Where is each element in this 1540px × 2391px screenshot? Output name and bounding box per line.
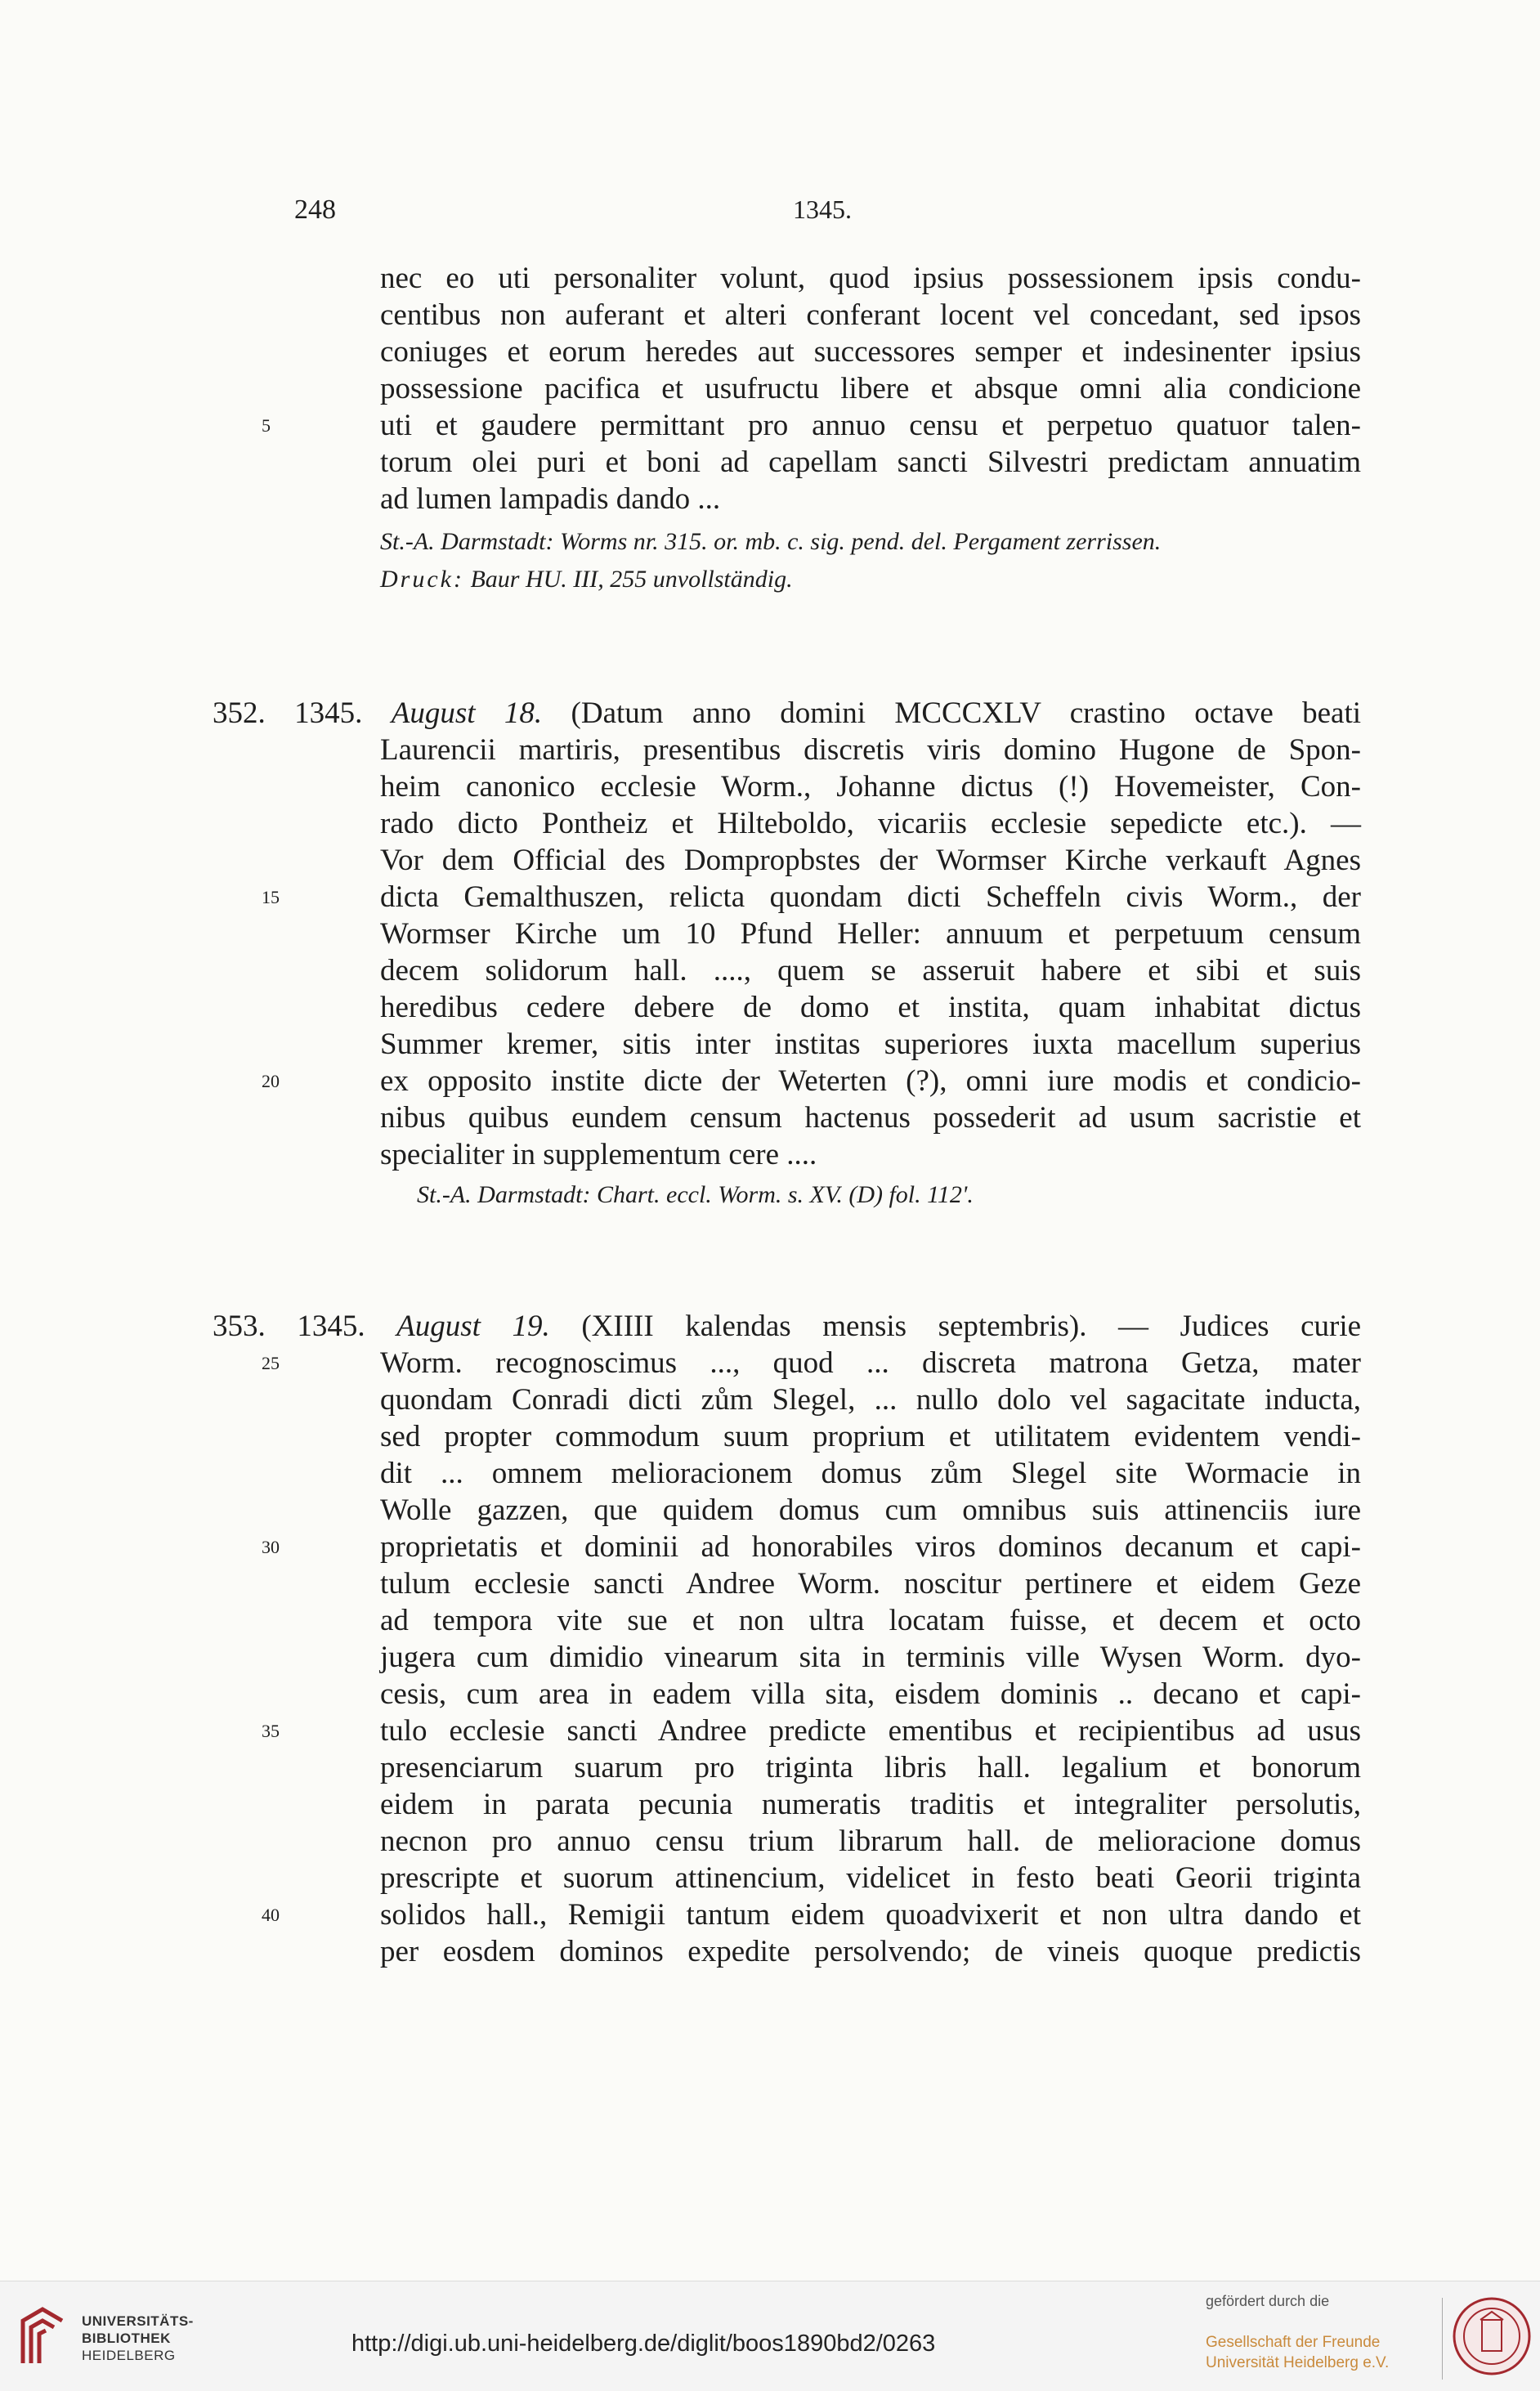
text-line <box>163 879 1361 916</box>
text-line <box>163 916 1361 952</box>
entry-line-text: (Datum anno domini MCCCXLV crastino octave beati <box>571 696 1362 730</box>
line-text: nec eo uti personaliter volunt, quod ipsius possessionem ipsis condu- <box>380 262 1361 295</box>
line-text: dit ... omnem melioracionem domus zům Slegel site Wormacie in <box>380 1457 1361 1490</box>
page-number: 248 <box>294 195 336 225</box>
line-text: heim canonico ecclesie Worm., Johanne dictus (!) Hovemeister, Con- <box>380 770 1361 804</box>
text-line <box>163 1786 1361 1823</box>
text-line <box>163 805 1361 842</box>
line-text: coniuges et eorum heredes aut successores semper et indesinenter ipsius <box>380 335 1361 369</box>
line-text: eidem in parata pecunia numeratis traditis et integraliter persolutis, <box>380 1788 1361 1821</box>
entry-353 <box>163 1308 1390 1970</box>
entry-heading-line <box>163 695 1361 732</box>
entry-body <box>163 732 1390 1173</box>
text-line <box>163 1099 1361 1136</box>
text-line <box>163 1063 1361 1099</box>
text-block-continuation <box>163 260 1390 517</box>
line-number: 5 <box>262 415 271 436</box>
text-line <box>163 1345 1361 1381</box>
text-line <box>163 1896 1361 1933</box>
text-line <box>163 1492 1361 1529</box>
line-text: Laurencii martiris, presentibus discretis viris domino Hugone de Spon- <box>380 733 1361 767</box>
line-text: ad lumen lampadis dando ... <box>380 482 721 516</box>
line-text: nibus quibus eundem censum hactenus possederit ad usum sacristie et <box>380 1101 1361 1135</box>
text-line <box>163 1749 1361 1786</box>
text-line <box>163 1860 1361 1896</box>
line-text: Summer kremer, sitis inter institas superiores iuxta macellum superius <box>380 1028 1361 1061</box>
line-text: tulo ecclesie sancti Andree predicte ementibus et recipientibus ad usus <box>380 1714 1361 1748</box>
viewer-footer <box>0 2281 1540 2391</box>
line-text: sed propter commodum suum proprium et utilitatem evidentem vendi- <box>380 1420 1361 1453</box>
line-text: solidos hall., Remigii tantum eidem quoadvixerit et non ultra dando et <box>380 1898 1361 1932</box>
print-line <box>163 561 1390 598</box>
print-label: Druck: <box>380 566 464 593</box>
line-text: per eosdem dominos expedite persolvendo; de vineis quoque predictis <box>380 1935 1361 1968</box>
print-text: Baur HU. III, 255 unvollständig. <box>470 566 793 593</box>
text-line <box>163 444 1361 481</box>
line-number: 40 <box>262 1905 280 1925</box>
line-text: Wormser Kirche um 10 Pfund Heller: annuum et perpetuum censum <box>380 917 1361 951</box>
text-line <box>163 370 1361 407</box>
line-text: decem solidorum hall. ...., quem se asseruit habere et sibi et suis <box>380 954 1361 987</box>
text-line <box>163 334 1361 370</box>
permalink-url[interactable]: http://digi.ub.uni-heidelberg.de/diglit/boos1890bd2/0263 <box>351 2331 936 2357</box>
text-line <box>163 1602 1361 1639</box>
text-line <box>163 1676 1361 1713</box>
footer-divider <box>1442 2298 1443 2380</box>
text-line <box>163 1565 1361 1602</box>
line-text: heredibus cedere debere de domo et instita, quam inhabitat dictus <box>380 991 1361 1024</box>
line-number: 15 <box>262 887 280 907</box>
page-title: 1345. <box>793 195 852 224</box>
funded-by-label: gefördert durch die <box>1206 2293 1330 2309</box>
text-line <box>163 1529 1361 1565</box>
entry-line-text: (XIIII kalendas mensis septembris). — Judices curie <box>581 1310 1362 1343</box>
line-text: tulum ecclesie sancti Andree Worm. noscitur pertinere et eidem Geze <box>380 1567 1361 1601</box>
text-line <box>163 260 1361 297</box>
text-line <box>163 407 1361 444</box>
text-line <box>163 1933 1361 1970</box>
text-line <box>163 1136 1361 1173</box>
entry-year: 1345. <box>294 696 363 730</box>
line-text: Vor dem Official des Dompropbstes der Wormser Kirche verkauft Agnes <box>380 844 1361 877</box>
line-number: 25 <box>262 1353 280 1373</box>
entry-352 <box>163 695 1390 1214</box>
library-name: UNIVERSITÄTS- BIBLIOTHEK HEIDELBERG <box>82 2313 194 2363</box>
text-line <box>163 952 1361 989</box>
entry-number: 352. <box>213 696 266 730</box>
line-number: 30 <box>262 1537 280 1557</box>
university-seal-icon <box>1451 2295 1533 2377</box>
text-line <box>163 1823 1361 1860</box>
text-line <box>163 1418 1361 1455</box>
line-text: prescripte et suorum attinencium, videlicet in festo beati Georii triginta <box>380 1861 1361 1895</box>
line-text: dicta Gemalthuszen, relicta quondam dicti Scheffeln civis Worm., der <box>380 880 1361 914</box>
entry-body <box>163 1345 1390 1970</box>
line-text: ex opposito instite dicte der Weterten (?), omni iure modis et condicio- <box>380 1064 1361 1098</box>
line-text: jugera cum dimidio vinearum sita in terminis ville Wysen Worm. dyo- <box>380 1641 1361 1674</box>
line-number: 20 <box>262 1071 280 1091</box>
line-text: centibus non auferant et alteri conferant locent vel concedant, sed ipsos <box>380 298 1361 332</box>
text-line <box>163 297 1361 334</box>
line-text: torum olei puri et boni ad capellam sancti Silvestri predictam annuatim <box>380 446 1361 479</box>
text-line <box>163 989 1361 1026</box>
line-text: rado dicto Pontheiz et Hilteboldo, vicariis ecclesie sepedicte etc.). — <box>380 807 1361 840</box>
line-text: possessione pacifica et usufructu libere et absque omni alia condicione <box>380 372 1361 405</box>
line-text: quondam Conradi dicti zům Slegel, ... nullo dolo vel sagacitate inducta, <box>380 1383 1361 1417</box>
line-text: necnon pro annuo censu trium librarum hall. de melioracione domus <box>380 1825 1361 1858</box>
line-text: Worm. recognoscimus ..., quod ... discreta matrona Getza, mater <box>380 1346 1361 1380</box>
society-name: Gesellschaft der Freunde Universität Heidelberg e.V. <box>1206 2334 1390 2371</box>
source-line: St.-A. Darmstadt: Chart. eccl. Worm. s. XV. (D) fol. 112'. <box>417 1181 974 1208</box>
source-line: St.-A. Darmstadt: Worms nr. 315. or. mb. c. sig. pend. del. Pergament zerrissen. <box>380 528 1162 555</box>
line-number: 35 <box>262 1721 280 1741</box>
text-line <box>163 1639 1361 1676</box>
text-line <box>163 1455 1361 1492</box>
text-line <box>163 842 1361 879</box>
line-text: specialiter in supplementum cere .... <box>380 1138 817 1171</box>
line-text: cesis, cum area in eadem villa sita, eisdem dominis .. decano et capi- <box>380 1677 1361 1711</box>
entry-date: August 18. <box>391 696 543 730</box>
text-line <box>163 732 1361 768</box>
text-line <box>163 481 1361 517</box>
line-text: ad tempora vite sue et non ultra locatam fuisse, et decem et octo <box>380 1604 1361 1637</box>
page-header <box>294 195 1373 235</box>
line-text: proprietatis et dominii ad honorabiles viros dominos decanum et capi- <box>380 1530 1361 1564</box>
entry-date: August 19. <box>396 1310 550 1343</box>
line-text: Wolle gazzen, que quidem domus cum omnibus suis attinenciis iure <box>380 1493 1361 1527</box>
text-line <box>163 768 1361 805</box>
line-text: presenciarum suarum pro triginta libris hall. legalium et bonorum <box>380 1751 1361 1784</box>
text-line <box>163 1713 1361 1749</box>
entry-number: 353. <box>213 1310 266 1343</box>
line-text: uti et gaudere permittant pro annuo censu et perpetuo quatuor talen- <box>380 409 1361 442</box>
text-line <box>163 1026 1361 1063</box>
entry-year: 1345. <box>297 1310 365 1343</box>
entry-heading-line <box>163 1308 1361 1345</box>
source-note-1 <box>163 523 1390 598</box>
university-library-logo-icon <box>18 2306 67 2366</box>
text-line <box>163 1381 1361 1418</box>
